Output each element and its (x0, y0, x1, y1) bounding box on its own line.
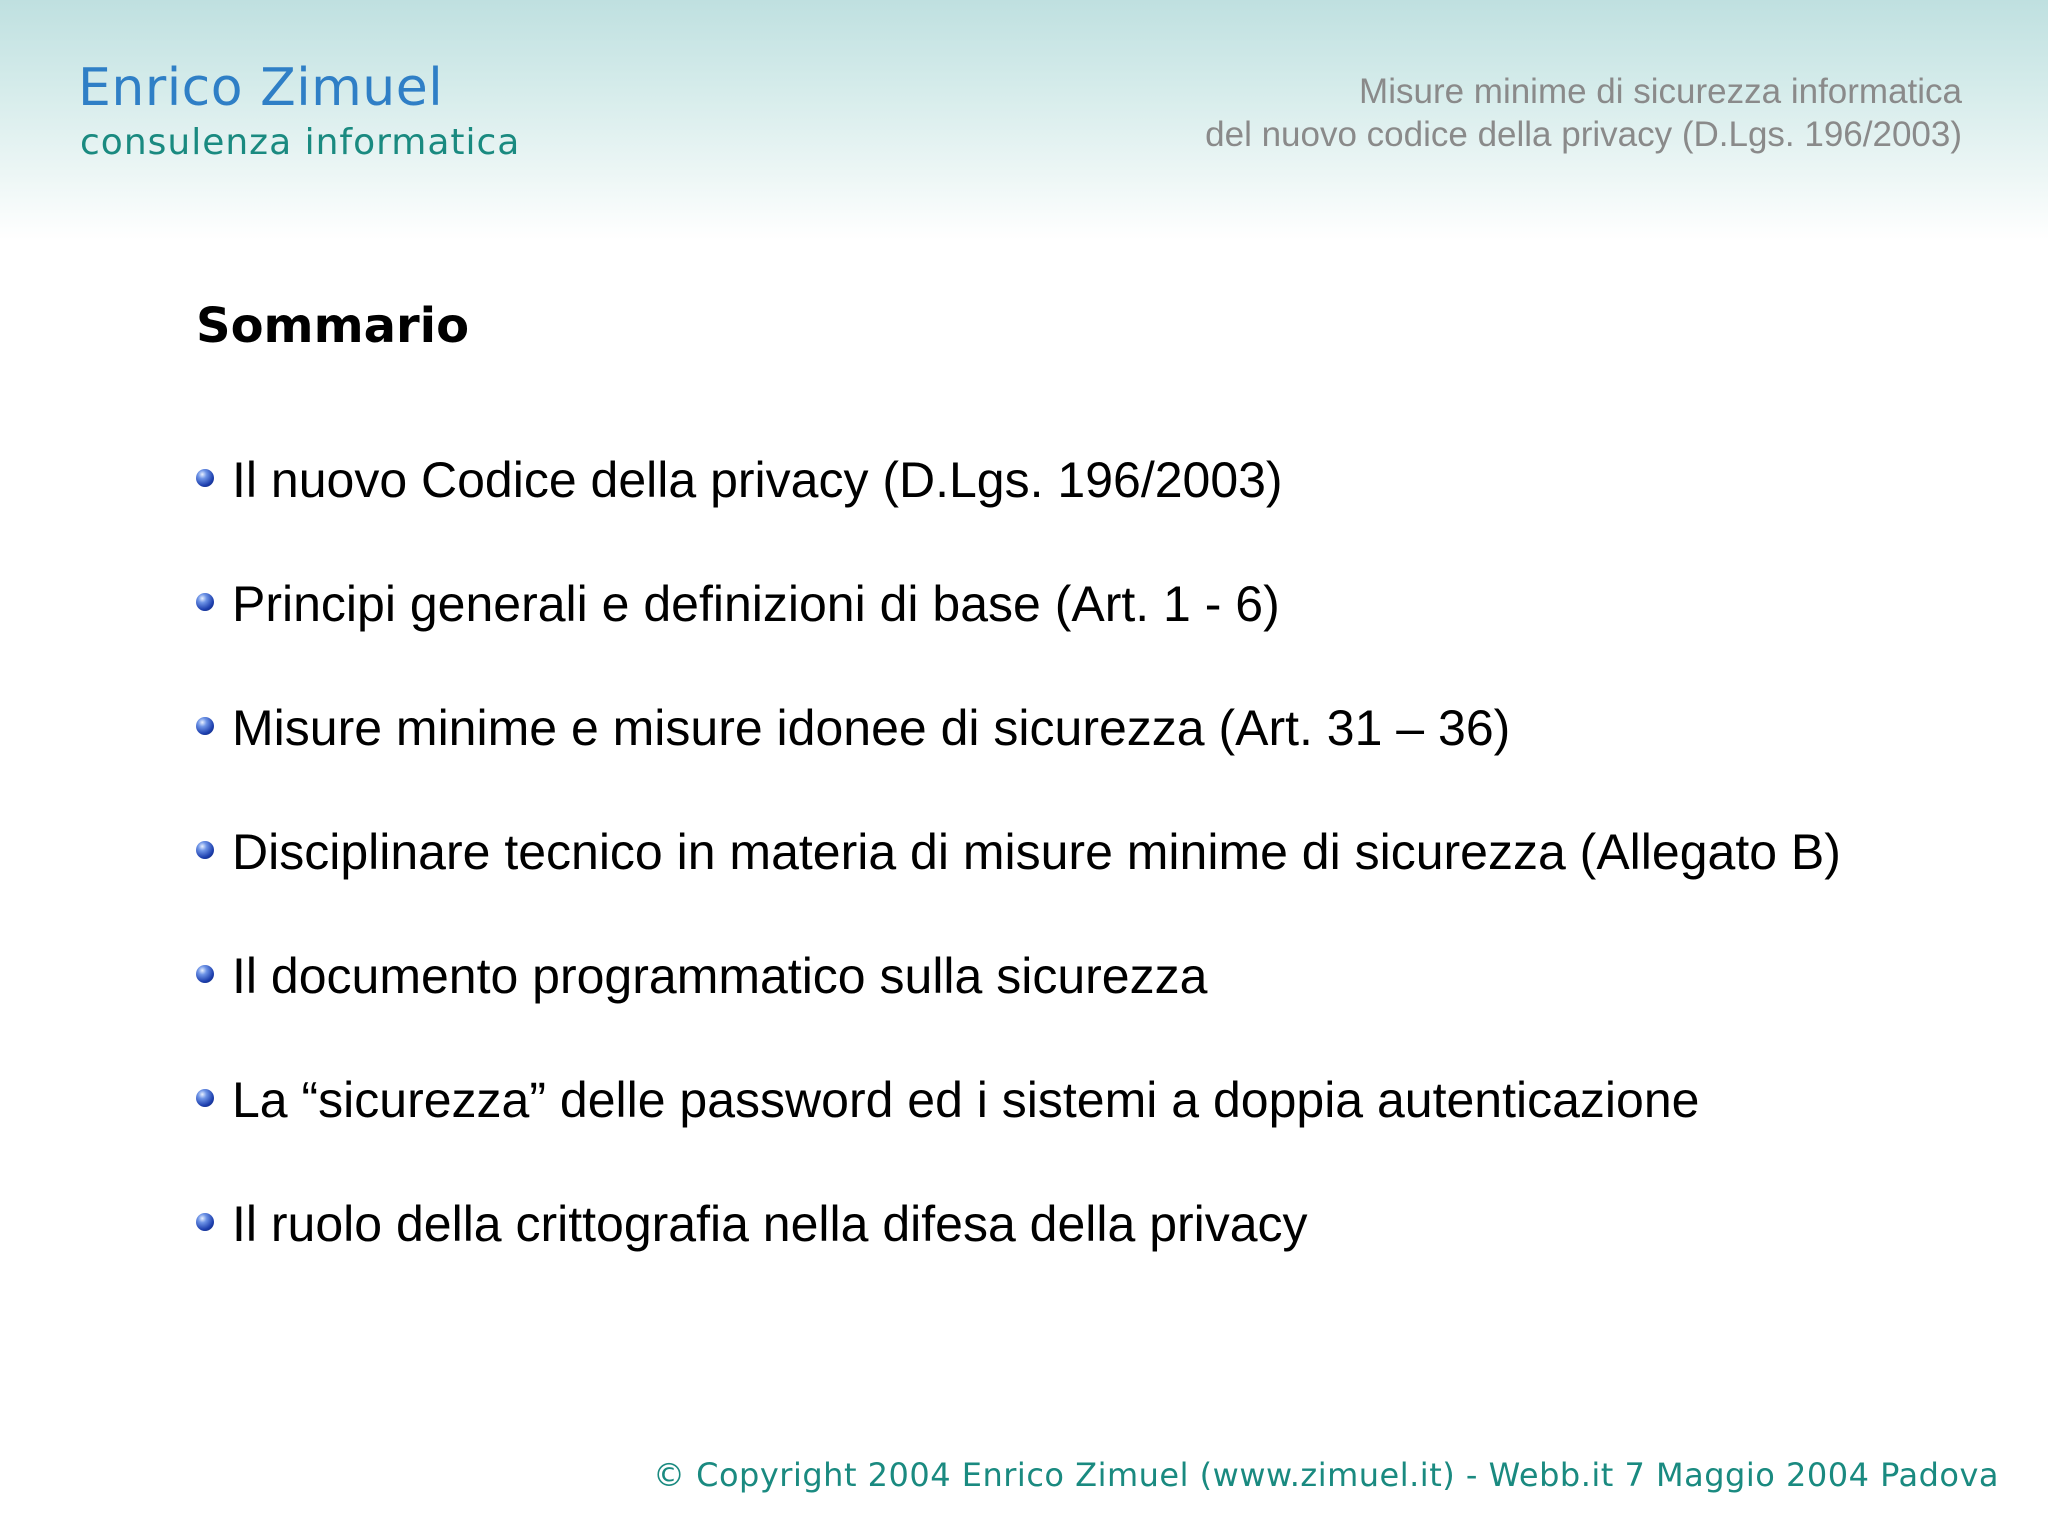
blue-sphere-bullet-icon (196, 965, 214, 983)
agenda-item-text: La “sicurezza” delle password ed i sistemi a doppia autenticazione (232, 1072, 1700, 1128)
brand-name: Enrico Zimuel (78, 58, 444, 118)
agenda-item (196, 542, 1841, 666)
agenda-item (196, 914, 1841, 1038)
blue-sphere-bullet-icon (196, 593, 214, 611)
subtitle-line-1: Misure minime di sicurezza informatica (1359, 72, 1962, 111)
blue-sphere-bullet-icon (196, 469, 214, 487)
agenda-list (196, 418, 1841, 1286)
agenda-item-text: Disciplinare tecnico in materia di misure minime di sicurezza (Allegato B) (232, 824, 1841, 880)
agenda-item-text: Il nuovo Codice della privacy (D.Lgs. 196/2003) (232, 452, 1283, 508)
agenda-item (196, 418, 1841, 542)
agenda-item (196, 1162, 1841, 1286)
agenda-item (196, 790, 1841, 914)
blue-sphere-bullet-icon (196, 1213, 214, 1231)
presentation-subtitle (1205, 70, 1962, 156)
subtitle-line-2: del nuovo codice della privacy (D.Lgs. 196/2003) (1205, 115, 1962, 154)
blue-sphere-bullet-icon (196, 841, 214, 859)
agenda-item-text: Il ruolo della crittografia nella difesa della privacy (232, 1196, 1308, 1252)
agenda-item-text: Il documento programmatico sulla sicurezza (232, 948, 1208, 1004)
agenda-item-text: Principi generali e definizioni di base (Art. 1 - 6) (232, 576, 1280, 632)
blue-sphere-bullet-icon (196, 1089, 214, 1107)
brand-tagline: consulenza informatica (80, 122, 521, 163)
agenda-item (196, 1038, 1841, 1162)
slide-title: Sommario (196, 298, 470, 354)
copyright-footer: © Copyright 2004 Enrico Zimuel (www.zimuel.it) - Webb.it 7 Maggio 2004 Padova (652, 1456, 1999, 1494)
agenda-item (196, 666, 1841, 790)
agenda-item-text: Misure minime e misure idonee di sicurezza (Art. 31 – 36) (232, 700, 1511, 756)
blue-sphere-bullet-icon (196, 717, 214, 735)
slide-header (0, 0, 2048, 240)
